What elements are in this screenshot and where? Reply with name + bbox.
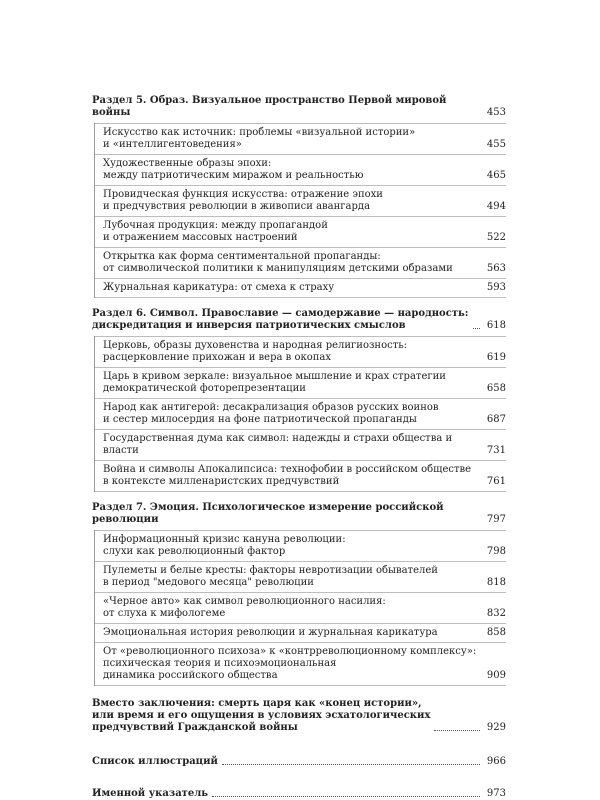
entry-line: расцерковление прихожан и вера в окопах (103, 352, 332, 363)
entry-line: психическая теория и психоэмоциональная (103, 658, 337, 669)
page-number: 761 (486, 476, 506, 487)
dot-leader (434, 730, 480, 731)
entry-line: между патриотическим миражом и реальностью (103, 170, 364, 181)
toc-entry (95, 460, 506, 492)
subsection-list (94, 530, 506, 686)
toc-section-6 (92, 308, 506, 492)
toc-entry (95, 185, 506, 216)
section-heading (92, 308, 506, 332)
toc-entry (95, 123, 506, 154)
page-number: 494 (486, 201, 506, 212)
section-title-line: Список иллюстраций (92, 756, 218, 767)
entry-line: от слуха к мифологеме (103, 608, 226, 619)
entry-line: слухи как революционный фактор (103, 546, 286, 557)
entry-line: динамика российского общества (103, 670, 278, 681)
toc-entry (95, 367, 506, 398)
entry-line: Война и символы Апокалипсиса: технофобии в российском обществе (103, 464, 472, 475)
section-title (92, 788, 208, 800)
section-title-line: Раздел 6. Символ. Православие — самодержавие — народность: (92, 308, 469, 319)
entry-line: Народ как антигерой: десакрализация образов русских воинов (103, 402, 439, 413)
entry-line: демократической фоторепрезентации (103, 383, 306, 394)
entry-line: и отражением массовых настроений (103, 232, 298, 243)
section-title (92, 698, 430, 734)
page-number: 618 (486, 320, 506, 331)
page-number: 619 (486, 352, 506, 363)
dot-leader (222, 764, 480, 765)
entry-line: Пулеметы и белые кресты: факторы невротизации обывателей (103, 565, 438, 576)
entry-line: Журнальная карикатура: от смеха к страху (103, 282, 335, 293)
section-heading (92, 698, 506, 734)
toc-section-illustrations (92, 756, 506, 768)
toc-entry (95, 216, 506, 247)
toc-entry (95, 247, 506, 278)
page-number: 832 (486, 608, 506, 619)
entry-line: Эмоциональная история революции и журнальная карикатура (103, 627, 438, 638)
entry-line: Церковь, образы духовенства и народная религиозность: (103, 340, 408, 351)
entry-line: Лубочная продукция: между пропагандой (103, 220, 328, 231)
section-title-line: Именной указатель (92, 788, 209, 799)
entry-line: и сестер милосердия на фоне патриотической пропаганды (103, 414, 417, 425)
page-number: 973 (486, 788, 506, 799)
page-number: 818 (486, 577, 506, 588)
entry-line: Открытка как форма сентиментальной пропаганды: (103, 251, 381, 262)
toc-entry (95, 623, 506, 642)
page-number: 731 (486, 445, 506, 456)
page-number: 522 (486, 232, 506, 243)
section-heading (92, 756, 506, 768)
subsection-list (94, 336, 506, 492)
entry-line: «Черное авто» как символ революционного насилия: (103, 596, 386, 607)
entry-line: Художественные образы эпохи: (103, 158, 272, 169)
page-number: 966 (486, 756, 506, 767)
entry-line: в период "медового месяца" революции (103, 577, 314, 588)
toc-entry (95, 429, 506, 460)
section-heading (92, 502, 506, 526)
entry-line: Царь в кривом зеркале: визуальное мышление и крах стратегии (103, 371, 446, 382)
section-heading (92, 788, 506, 800)
toc-section-7 (92, 502, 506, 686)
toc-entry (95, 592, 506, 623)
section-title (92, 308, 469, 332)
section-title-line: предчувствий Гражданской войны (92, 722, 298, 733)
toc-entry (95, 642, 506, 686)
toc-entry (95, 278, 506, 298)
entry-line: и предчувствия революции в живописи авангарда (103, 201, 371, 212)
subsection-list (94, 123, 506, 298)
section-title-line: Раздел 5. Образ. Визуальное пространство Первой мировой войны (92, 95, 447, 118)
page-number: 797 (486, 514, 506, 525)
section-title (92, 756, 218, 768)
page-number: 455 (486, 139, 506, 150)
toc-section-5 (92, 95, 506, 298)
entry-line: Государственная дума как символ: надежды и страхи общества и власти (103, 433, 453, 456)
entry-line: Информационный кризис кануна революции: (103, 534, 346, 545)
toc-entry (95, 154, 506, 185)
entry-line: Провидческая функция искусства: отражение эпохи (103, 189, 383, 200)
entry-line: и «интеллигентоведения» (103, 139, 242, 150)
dot-leader (212, 796, 480, 797)
section-heading (92, 95, 506, 119)
section-title-line: или время и его ощущения в условиях эсхатологических (92, 710, 431, 721)
toc-section-name-index (92, 788, 506, 800)
dot-leader (473, 328, 481, 329)
page-number: 453 (486, 107, 506, 118)
page-number: 929 (486, 722, 506, 733)
toc-section-conclusion (92, 698, 506, 734)
page-number: 593 (486, 282, 506, 293)
page-number: 798 (486, 546, 506, 557)
table-of-contents (92, 95, 506, 800)
entry-line: от символической политики к манипуляциям детскими образами (103, 263, 453, 274)
entry-line: От «революционного психоза» к «контрреволюционному комплексу»: (103, 646, 477, 657)
section-title (92, 95, 476, 119)
page-number: 465 (486, 170, 506, 181)
toc-entry (95, 336, 506, 367)
page-number: 687 (486, 414, 506, 425)
page-number: 563 (486, 263, 506, 274)
section-title-line: дискредитация и инверсия патриотических смыслов (92, 320, 406, 331)
toc-entry (95, 398, 506, 429)
toc-entry (95, 561, 506, 592)
page-number: 858 (486, 627, 506, 638)
entry-line: в контексте милленаристских предчувствий (103, 476, 340, 487)
page-number: 909 (486, 670, 506, 681)
entry-line: Искусство как источник: проблемы «визуальной истории» (103, 127, 416, 138)
page-number: 658 (486, 383, 506, 394)
toc-entry (95, 530, 506, 561)
section-title-line: Раздел 7. Эмоция. Психологическое измерение российской революции (92, 502, 444, 525)
section-title-line: Вместо заключения: смерть царя как «конец истории», (92, 698, 422, 709)
section-title (92, 502, 476, 526)
